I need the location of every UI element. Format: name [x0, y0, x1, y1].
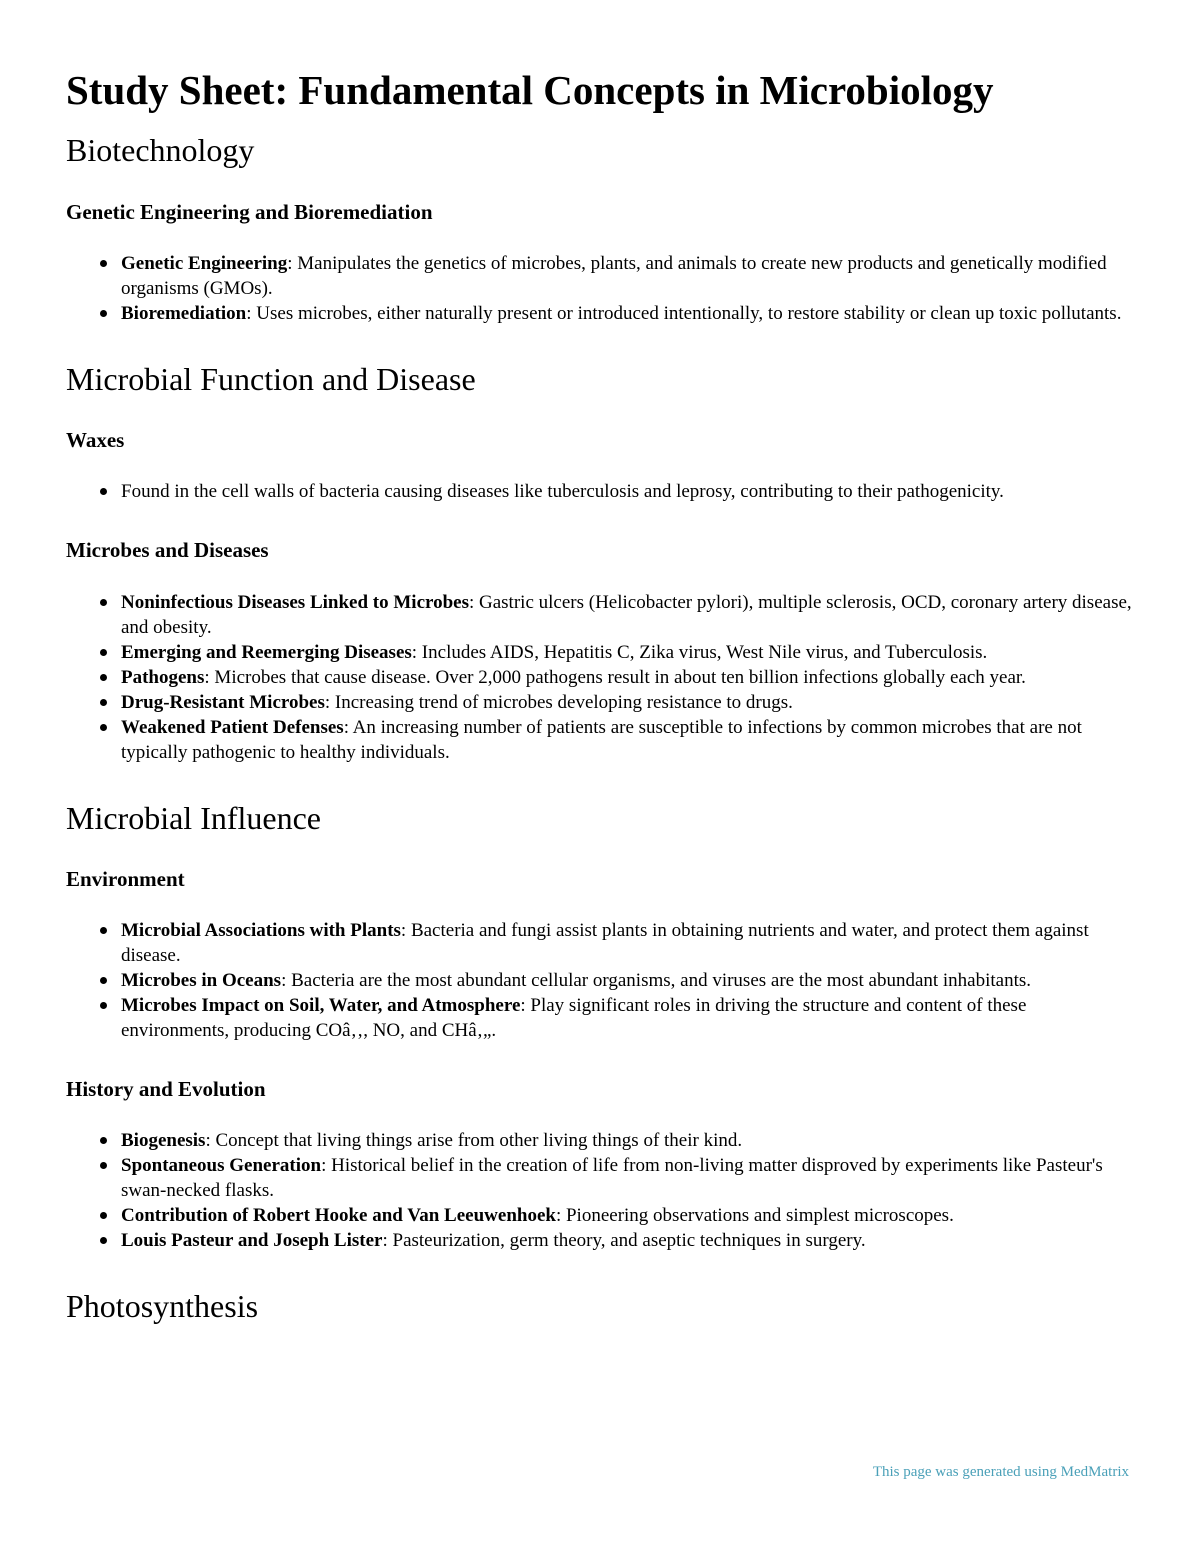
- term-description: : Play significant roles in driving the structure and content of these environments, producing COâ‚‚, NO, and CHâ‚„.: [121, 995, 1027, 1042]
- term-label: Weakened Patient Defenses: [121, 716, 344, 738]
- list-item: [121, 1203, 1134, 1228]
- list-item: [121, 1128, 1134, 1153]
- term-description: : Uses microbes, either naturally present or introduced intentionally, to restore stability or clean up toxic pollutants.: [246, 302, 1122, 324]
- term-label: Contribution of Robert Hooke and Van Leeuwenhoek: [121, 1205, 556, 1227]
- term-label: Drug-Resistant Microbes: [121, 691, 325, 713]
- list-item: [121, 715, 1134, 765]
- term-description: : Manipulates the genetics of microbes, plants, and animals to create new products and genetically modified organisms (GMOs).: [121, 252, 1107, 299]
- term-description: Found in the cell walls of bacteria causing diseases like tuberculosis and leprosy, contributing to their pathogenicity.: [121, 481, 1004, 503]
- term-description: : Bacteria are the most abundant cellular organisms, and viruses are the most abundant inhabitants.: [281, 970, 1032, 992]
- term-description: : Pasteurization, germ theory, and aseptic techniques in surgery.: [382, 1230, 866, 1252]
- term-description: : An increasing number of patients are susceptible to infections by common microbes that are not typically pathogenic to healthy individuals.: [121, 716, 1082, 763]
- list-item: [121, 479, 1134, 504]
- term-label: Noninfectious Diseases Linked to Microbes: [121, 591, 469, 613]
- term-description: : Includes AIDS, Hepatitis C, Zika virus, West Nile virus, and Tuberculosis.: [411, 641, 988, 663]
- page-title: Study Sheet: Fundamental Concepts in Microbiology: [66, 67, 994, 113]
- list-item: [121, 590, 1134, 640]
- bullet-list: [66, 918, 1134, 1043]
- list-item: [121, 251, 1134, 301]
- generator-footer: This page was generated using MedMatrix: [872, 1464, 1129, 1480]
- section-heading-biotechnology: Biotechnology: [66, 132, 255, 169]
- bullet-list: [66, 1128, 1134, 1253]
- section-heading-microbial-function-and-disease: Microbial Function and Disease: [66, 360, 476, 397]
- section-heading-microbial-influence: Microbial Influence: [66, 799, 321, 836]
- term-label: Microbes Impact on Soil, Water, and Atmosphere: [121, 995, 521, 1017]
- list-item: [121, 665, 1134, 690]
- term-label: Bioremediation: [121, 302, 247, 324]
- term-description: : Bacteria and fungi assist plants in obtaining nutrients and water, and protect them against disease.: [121, 920, 1089, 967]
- term-description: : Increasing trend of microbes developing resistance to drugs.: [324, 691, 793, 713]
- term-description: : Gastric ulcers (Helicobacter pylori), multiple sclerosis, OCD, coronary artery disease, and obesity.: [121, 591, 1132, 638]
- term-label: Biogenesis: [121, 1130, 206, 1152]
- subsection-heading-microbes-and-diseases: Microbes and Diseases: [66, 538, 269, 563]
- list-item: [121, 993, 1134, 1043]
- list-item: [121, 1153, 1134, 1203]
- term-description: : Historical belief in the creation of life from non-living matter disproved by experiments like Pasteur's swan-necked flasks.: [121, 1155, 1103, 1202]
- bullet-list: [66, 251, 1134, 326]
- term-label: Microbial Associations with Plants: [121, 920, 401, 942]
- list-item: [121, 968, 1134, 993]
- section-heading-photosynthesis: Photosynthesis: [66, 1288, 259, 1325]
- term-description: : Concept that living things arise from other living things of their kind.: [205, 1130, 743, 1152]
- bullet-list: [66, 590, 1134, 765]
- term-label: Emerging and Reemerging Diseases: [121, 641, 412, 663]
- subsection-heading-waxes: Waxes: [66, 428, 125, 453]
- bullet-list: [66, 479, 1134, 504]
- term-label: Microbes in Oceans: [121, 970, 282, 992]
- term-label: Louis Pasteur and Joseph Lister: [121, 1230, 383, 1252]
- term-description: : Pioneering observations and simplest microscopes.: [555, 1205, 954, 1227]
- list-item: [121, 1228, 1134, 1253]
- list-item: [121, 301, 1134, 326]
- term-label: Pathogens: [121, 666, 205, 688]
- subsection-heading-history-and-evolution: History and Evolution: [66, 1077, 266, 1102]
- term-label: Spontaneous Generation: [121, 1155, 322, 1177]
- document-page: [66, 66, 1134, 1356]
- subsection-heading-genetic-engineering-and-bioremediation: Genetic Engineering and Bioremediation: [66, 199, 433, 224]
- subsection-heading-environment: Environment: [66, 866, 185, 891]
- list-item: [121, 640, 1134, 665]
- term-description: : Microbes that cause disease. Over 2,000 pathogens result in about ten billion infections globally each year.: [204, 666, 1026, 688]
- term-label: Genetic Engineering: [121, 252, 288, 274]
- list-item: [121, 918, 1134, 968]
- list-item: [121, 690, 1134, 715]
- document-content: [66, 131, 1134, 1326]
